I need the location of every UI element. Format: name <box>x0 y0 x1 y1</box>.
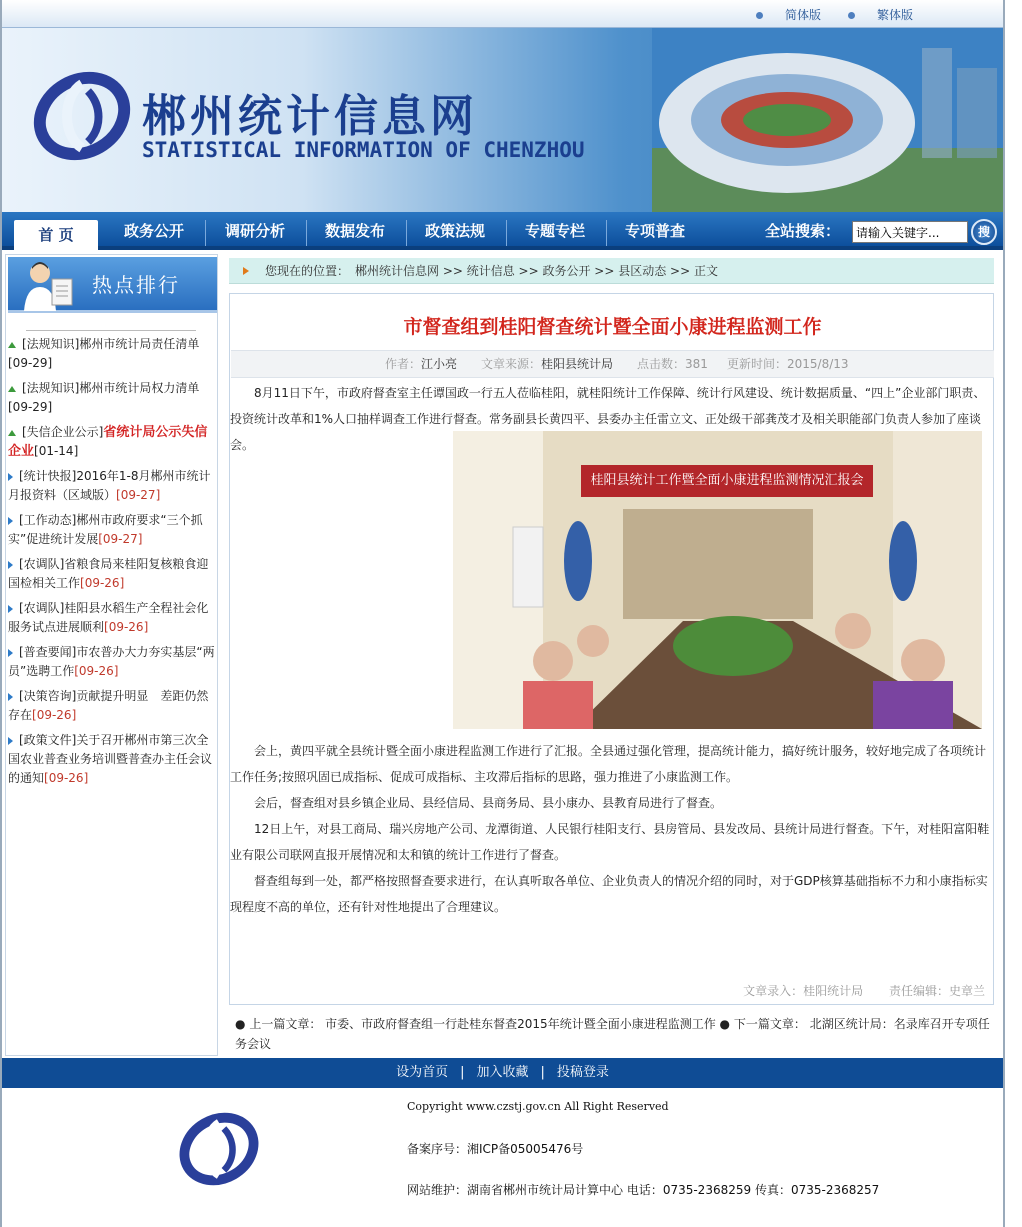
item-date: [09-27] <box>116 488 161 502</box>
item-title[interactable]: 省粮食局来桂阳复核粮食迎国检相关工作 <box>8 557 209 590</box>
item-title[interactable]: 市农普办大力夯实基层“两员”选聘工作 <box>8 645 215 678</box>
nav-research[interactable]: 调研分析 <box>224 222 285 240</box>
hot-list-item[interactable] <box>8 335 217 373</box>
right-arrow-icon <box>8 605 13 613</box>
item-date: [09-26] <box>32 708 77 722</box>
up-arrow-icon <box>8 430 16 436</box>
divider <box>26 330 196 331</box>
item-category: [法规知识] <box>22 337 80 351</box>
right-arrow-icon <box>8 561 13 569</box>
updated-label: 更新时间： <box>727 357 788 371</box>
item-title[interactable]: 郴州市政府要求“三个抓实”促进统计发展 <box>8 513 203 546</box>
item-date: [09-26] <box>80 576 125 590</box>
author-label: 作者： <box>385 357 422 371</box>
submit-login-link[interactable]: 投稿登录 <box>556 1065 609 1080</box>
hot-list-item[interactable] <box>8 467 217 505</box>
bullet-icon <box>848 12 855 19</box>
hot-list-item[interactable] <box>8 423 217 461</box>
item-title[interactable]: 2016年1-8月郴州市统计月报资料（区域版） <box>8 469 211 502</box>
hot-list-item[interactable] <box>8 687 217 725</box>
hot-list <box>8 335 217 794</box>
right-arrow-icon <box>8 649 13 657</box>
site-banner <box>2 28 1003 212</box>
article-body-continued <box>230 738 995 920</box>
meeting-photo <box>453 431 982 729</box>
main-nav <box>2 212 1003 250</box>
next-label: 下一篇文章： <box>733 1017 806 1031</box>
footer-link-bar <box>2 1058 1003 1088</box>
item-category: [普查要闻] <box>19 645 77 659</box>
source-value: 桂阳县统计局 <box>541 357 614 371</box>
hits-label: 点击数： <box>637 357 686 371</box>
article-paragraph: 督查组每到一处，都严格按照督查要求进行，在认真听取各单位、企业负责人的情况介绍的同时，对于GDP核算基础指标不力和小康指标实现程度不高的单位，还有针对性地提出了合理建议。 <box>230 874 988 914</box>
item-date: [09-26] <box>44 771 89 785</box>
article-title: 市督查组到桂阳督查统计暨全面小康进程监测工作 <box>403 316 822 338</box>
item-date: [09-27] <box>98 532 143 546</box>
hot-list-item[interactable] <box>8 731 217 788</box>
bullet-icon: ● <box>719 1017 731 1031</box>
entry-label: 文章录入： <box>743 984 804 998</box>
nav-gov-affairs[interactable]: 政务公开 <box>123 222 184 240</box>
set-homepage-link[interactable]: 设为首页 <box>396 1065 449 1080</box>
search-input[interactable] <box>852 221 968 243</box>
entry-value: 桂阳统计局 <box>803 984 864 998</box>
hot-ranking-sidebar <box>5 254 218 1056</box>
item-category: [农调队] <box>19 557 65 571</box>
right-arrow-icon <box>8 737 13 745</box>
photo-banner-text: 桂阳县统计工作暨全面小康进程监测情况汇报会 <box>581 465 873 497</box>
breadcrumb <box>229 258 994 284</box>
up-arrow-icon <box>8 342 16 348</box>
sidebar-header <box>8 257 217 313</box>
source-label: 文章来源： <box>481 357 542 371</box>
site-title-cn: 郴州统计信息网 <box>142 91 478 142</box>
nav-census[interactable]: 专项普查 <box>624 222 685 240</box>
nav-topics[interactable]: 专题专栏 <box>524 222 585 240</box>
footer-logo-icon <box>175 1108 263 1190</box>
prev-label: 上一篇文章： <box>249 1017 322 1031</box>
top-bar <box>2 0 1003 28</box>
item-title[interactable]: 郴州市统计局责任清单 <box>79 337 200 351</box>
item-category: [统计快报] <box>19 469 77 483</box>
breadcrumb-text[interactable]: 您现在的位置： 郴州统计信息网 >> 统计信息 >> 政务公开 >> 县区动态 >> 正文 <box>265 264 718 278</box>
item-category: [失信企业公示] <box>22 425 104 439</box>
item-title[interactable]: 贡献提升明显 差距仍然存在 <box>8 689 209 722</box>
article-paragraph: 8月11日下午，市政府督查室主任谭国政一行五人莅临桂阳，就桂阳统计工作保障、统计行风建设、统计数据质量、“四上”企业部门职责、投资统计改革和1%人口抽样调查工作进行督查。常务副县长黄四平、县委办主任雷立文、正处级干部龚茂才及相关职能部门负责人参加了座谈会。 <box>230 386 986 452</box>
article-paragraph: 会后，督查组对县乡镇企业局、县经信局、县商务局、县小康办、县教育局进行了督查。 <box>254 796 723 810</box>
link-separator: | <box>540 1065 545 1080</box>
editor-value: 史章兰 <box>948 984 985 998</box>
hot-list-item[interactable] <box>8 643 217 681</box>
hits-value: 381 <box>685 357 708 371</box>
right-arrow-icon <box>8 473 13 481</box>
hot-list-item[interactable] <box>8 555 217 593</box>
up-arrow-icon <box>8 386 16 392</box>
nav-home[interactable]: 首 页 <box>14 220 98 250</box>
footer <box>2 1088 1003 1227</box>
item-category: [法规知识] <box>22 381 80 395</box>
item-date: [09-26] <box>74 664 119 678</box>
lang-simplified-link[interactable]: 简体版 <box>756 6 821 23</box>
author-value: 江小亮 <box>421 357 458 371</box>
nav-data-release[interactable]: 数据发布 <box>324 222 385 240</box>
item-category: [工作动态] <box>19 513 77 527</box>
item-category: [决策咨询] <box>19 689 77 703</box>
updated-value: 2015/8/13 <box>787 357 849 371</box>
add-favorite-link[interactable]: 加入收藏 <box>476 1065 529 1080</box>
article-paragraph: 12日上午，对县工商局、瑞兴房地产公司、龙潭街道、人民银行桂阳支行、县房管局、县发改局、县统计局进行督查。下午，对桂阳富阳鞋业有限公司联网直报开展情况和太和镇的统计工作进行了督查。 <box>230 822 990 862</box>
item-title[interactable]: 省统计局公示失信企业 <box>8 425 208 459</box>
stadium-illustration <box>652 28 1003 212</box>
article-paragraph: 会上，黄四平就全县统计暨全面小康进程监测工作进行了汇报。全县通过强化管理，提高统计能力，搞好统计服务，较好地完成了各项统计工作任务;按照巩固已成指标、促成可成指标、主攻滞后指标的思路，强力推进了小康监测工作。 <box>230 744 987 784</box>
lang-traditional-link[interactable]: 繁体版 <box>848 6 913 23</box>
hot-list-item[interactable] <box>8 379 217 417</box>
nav-divider <box>205 220 206 246</box>
arrow-icon <box>243 267 249 275</box>
article-meta <box>231 350 994 378</box>
item-date: [09-29] <box>8 356 53 370</box>
item-date: [09-29] <box>8 400 53 414</box>
item-title[interactable]: 关于召开郴州市第三次全国农业普查业务培训暨普查办主任会议的通知 <box>8 733 213 785</box>
editor-label: 责任编辑： <box>888 984 949 998</box>
item-date: [01-14] <box>34 444 79 458</box>
site-logo-icon <box>32 66 132 166</box>
link-separator: | <box>460 1065 465 1080</box>
prev-article-link[interactable]: 市委、市政府督查组一行赴桂东督查2015年统计暨全面小康进程监测工作 <box>325 1017 716 1031</box>
site-title-en: STATISTICAL INFORMATION OF CHENZHOU <box>142 138 585 162</box>
person-clipboard-icon <box>20 259 80 311</box>
item-title[interactable]: 郴州市统计局权力清单 <box>79 381 200 395</box>
next-article-link[interactable]: 北湖区统计局：名录库召开专项任务会议 <box>235 1017 990 1051</box>
right-arrow-icon <box>8 693 13 701</box>
article-panel <box>229 293 994 1005</box>
bullet-icon <box>756 12 763 19</box>
item-category: [政策文件] <box>19 733 77 747</box>
nav-policy[interactable]: 政策法规 <box>424 222 485 240</box>
item-date: [09-26] <box>104 620 149 634</box>
bullet-icon: ● <box>235 1017 246 1031</box>
search-button[interactable]: 搜 <box>971 219 997 245</box>
sidebar-title: 热点排行 <box>92 273 180 297</box>
icp-text: 备案序号：湘ICP备05005476号 <box>407 1142 584 1156</box>
hot-list-item[interactable] <box>8 599 217 637</box>
copyright-text: Copyright www.czstj.gov.cn All Right Reserved <box>407 1100 669 1113</box>
maintainer-text: 网站维护：湖南省郴州市统计局计算中心 电话：0735-2368259 传真：0735-2368257 <box>407 1183 880 1197</box>
item-category: [农调队] <box>19 601 65 615</box>
search-label: 全站搜索： <box>765 222 841 240</box>
article-credits <box>743 982 985 999</box>
prev-next-nav <box>235 1014 990 1054</box>
right-arrow-icon <box>8 517 13 525</box>
item-title[interactable]: 桂阳县水稻生产全程社会化服务试点进展顺利 <box>8 601 209 634</box>
hot-list-item[interactable] <box>8 511 217 549</box>
